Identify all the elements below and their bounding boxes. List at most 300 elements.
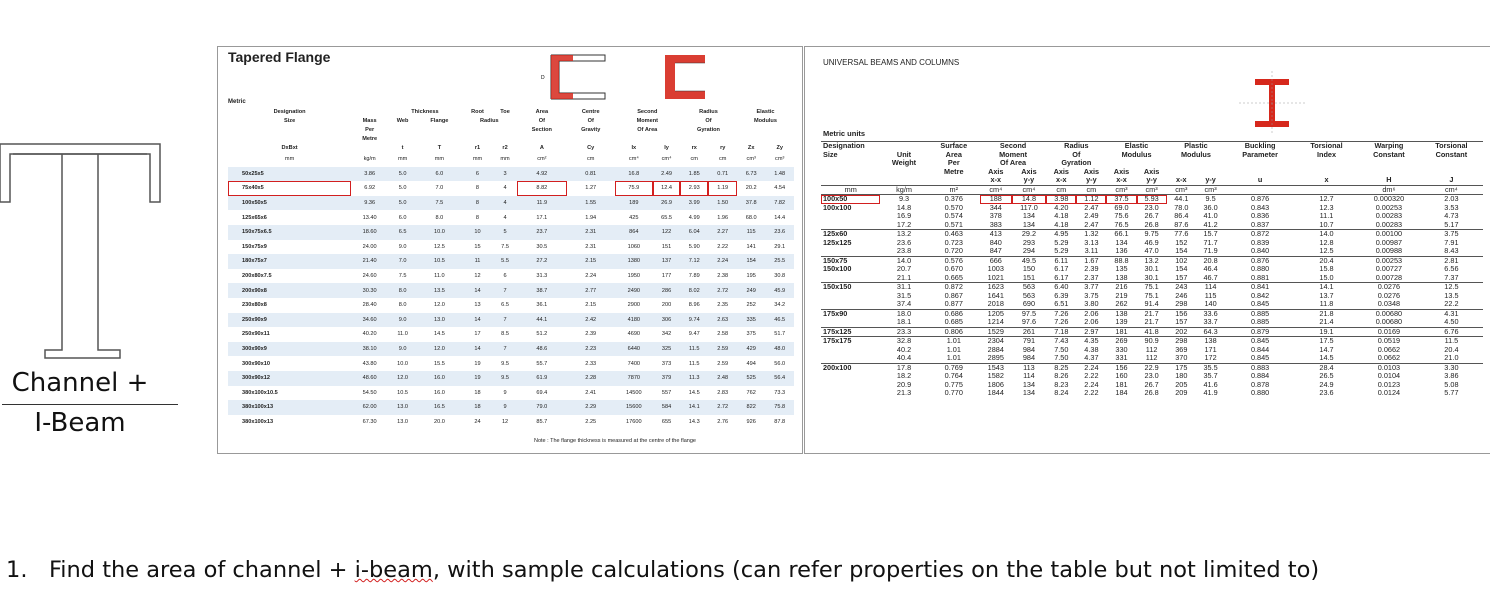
table-cell: Axis — [1053, 166, 1069, 176]
table-cell: 0.00728 — [1375, 272, 1403, 282]
table-cell: 71.9 — [1203, 246, 1218, 255]
table-cell: 0.723 — [944, 237, 963, 247]
table-cell: 330 — [1115, 344, 1128, 354]
table-cell: 5.5 — [493, 254, 517, 269]
table-cell: 29.2 — [1012, 230, 1047, 239]
table-cell: 7.26 — [1046, 309, 1076, 318]
table-cell: 69.4 — [536, 389, 548, 396]
table-cell: 20.4 — [1444, 344, 1459, 354]
table-cell: 31.3 — [536, 273, 548, 280]
table-cell: 2.39 — [585, 331, 597, 338]
table-cell: cm⁴ — [1012, 185, 1047, 195]
table-cell: mm — [397, 156, 408, 163]
table-cell: 27.2 — [517, 254, 567, 269]
table-cell: Gravity — [581, 126, 601, 133]
table-cell: 5.0 — [388, 167, 417, 182]
table-cell: 5.90 — [688, 243, 700, 250]
table-cell: 14.8 — [896, 202, 912, 212]
table-cell: 0.844 — [1250, 344, 1270, 354]
table-cell: 37.8 — [737, 196, 765, 211]
table-cell: 3.86 — [1444, 371, 1459, 380]
table-cell: 5.29 — [1054, 237, 1069, 247]
table-cell: 230x80x8 — [242, 302, 267, 309]
table-cell — [680, 134, 708, 143]
table-cell: 26.5 — [1319, 371, 1334, 380]
table-cell: 100x50x5 — [228, 196, 351, 211]
table-cell: 13.2 — [880, 230, 927, 239]
table-cell: y-y — [1146, 175, 1157, 184]
table-cell: 298 — [1175, 299, 1188, 308]
table-cell: 177 — [661, 273, 672, 280]
table-cell: 5.08 — [1444, 379, 1459, 389]
flange-note: Note : The flange thickness is measured at the centre of the flange — [534, 438, 696, 444]
table-cell: 151 — [661, 243, 672, 250]
table-cell: 138 — [1196, 337, 1225, 346]
table-cell: 209 — [1175, 388, 1188, 397]
table-cell: 4690 — [627, 331, 641, 338]
table-cell: 11.9 — [517, 196, 567, 211]
channel-ibeam-figure — [0, 140, 215, 450]
table-cell: 8.24 — [1054, 388, 1069, 397]
table-cell: 1.96 — [717, 214, 729, 221]
table-cell: mm — [821, 185, 880, 195]
table-cell: 219 — [1115, 290, 1128, 300]
table-cell: 7.50 — [1054, 344, 1069, 354]
table-cell: 23.6 — [1319, 388, 1334, 397]
table-cell: 4.92 — [517, 167, 567, 182]
table-cell: 0.843 — [1250, 202, 1270, 212]
table-cell: 12.3 — [1319, 202, 1334, 212]
table-cell: 122 — [653, 225, 680, 240]
table-cell: 6.92 — [364, 185, 376, 192]
table-cell: 840 — [989, 237, 1002, 247]
table-cell: Surface — [928, 142, 980, 151]
table-cell: 15.0 — [1319, 272, 1334, 282]
table-cell — [388, 134, 417, 143]
table-row — [228, 254, 794, 269]
table-cell: 16.9 — [896, 211, 912, 220]
table-cell: 6.5 — [388, 225, 417, 240]
table-cell — [821, 247, 880, 256]
table-row — [228, 167, 794, 182]
table-cell: 9.0 — [388, 313, 417, 328]
table-cell: 171 — [1204, 344, 1217, 354]
table-cell: 4 — [503, 214, 507, 221]
table-cell: 2884 — [987, 344, 1004, 354]
table-cell: 0.376 — [928, 195, 980, 204]
table-cell: 0.000320 — [1358, 195, 1420, 204]
table-cell: 11.0 — [397, 331, 408, 338]
table-cell: Buckling — [1225, 142, 1295, 151]
table-cell: 100x50 — [821, 195, 880, 204]
table-cell: cm — [1046, 185, 1076, 195]
table-cell: 30.1 — [1144, 272, 1159, 282]
table-cell: 2.76 — [717, 418, 729, 425]
table-cell: 12 — [501, 418, 509, 425]
table-cell: cm³ — [746, 156, 756, 163]
table-cell: 1.32 — [1076, 230, 1106, 239]
table-cell: 200 — [661, 302, 672, 309]
table-cell: 6.76 — [1420, 327, 1483, 337]
table-cell: 20.4 — [1295, 256, 1358, 265]
table-cell: 125x65x6 — [242, 214, 267, 221]
table-cell: Designation — [821, 142, 928, 151]
table-cell: 7.43 — [1046, 337, 1076, 346]
table-cell: 14.4 — [774, 214, 786, 221]
table-cell: 51.7 — [774, 331, 786, 338]
table-row — [228, 415, 794, 430]
table-cell: 36.1 — [536, 302, 548, 309]
table-cell: 3.75 — [1084, 290, 1099, 300]
table-cell: 2.25 — [585, 418, 597, 425]
table-row — [228, 313, 794, 328]
table-cell: 43.80 — [362, 360, 377, 367]
table-cell: 262 — [1115, 299, 1128, 308]
table-cell: 2.15 — [567, 254, 615, 269]
table-cell: t — [401, 144, 404, 151]
table-cell: 2.22 — [1084, 371, 1099, 380]
table-cell: 2.41 — [585, 389, 597, 396]
table-cell: 2.97 — [1076, 327, 1106, 337]
table-cell: 5.17 — [1444, 219, 1459, 229]
table-cell: 11.5 — [680, 342, 708, 357]
table-cell: 78.0 — [1174, 202, 1189, 212]
table-cell — [417, 125, 462, 134]
table-cell: 7.50 — [1054, 353, 1069, 362]
table-cell: 21.7 — [1137, 309, 1167, 318]
units-row — [228, 152, 794, 167]
table-cell: 7.0 — [388, 254, 417, 269]
table-cell: 5.0 — [398, 185, 407, 192]
table-cell: 45.9 — [765, 283, 794, 298]
table-cell: 847 — [989, 246, 1002, 255]
metric-units-label: Metric units — [823, 129, 866, 138]
table-cell: 690 — [1022, 299, 1036, 308]
table-cell: cm³ — [1137, 185, 1167, 195]
table-cell: 36.0 — [1203, 202, 1218, 212]
table-cell: 2.81 — [1420, 256, 1483, 265]
table-cell: 2.47 — [1084, 219, 1099, 229]
table-cell: 17.1 — [536, 214, 548, 221]
table-cell: 12.4 — [653, 181, 680, 196]
table-cell: Gyration — [696, 126, 720, 133]
table-cell: 1623 — [980, 283, 1012, 292]
table-cell: 6.17 — [1054, 264, 1069, 273]
table-cell: 30.1 — [1144, 264, 1159, 273]
table-cell: 0.571 — [944, 219, 963, 229]
table-cell: 300x90x10 — [242, 360, 270, 367]
table-cell: Of — [1072, 149, 1081, 159]
table-cell: 6 — [503, 273, 507, 280]
table-cell: 23.0 — [1144, 202, 1159, 212]
table-cell: cm⁴ — [980, 185, 1012, 195]
caption-divider — [2, 404, 178, 405]
table-cell: 117.0 — [1020, 202, 1038, 212]
table-cell: 261 — [1012, 327, 1047, 337]
table-cell: 61.9 — [517, 371, 567, 386]
table-cell: 1380 — [615, 254, 654, 269]
table-cell: 7.18 — [1046, 327, 1076, 337]
table-cell: 2.49 — [1084, 211, 1099, 220]
table-cell: Second — [980, 142, 1046, 151]
table-cell: 46.4 — [1203, 264, 1218, 273]
table-cell: 2.29 — [567, 400, 615, 415]
table-cell: 8.0 — [435, 214, 444, 221]
table-cell: 383 — [989, 219, 1002, 229]
table-cell: x-x — [1056, 175, 1067, 184]
table-cell: Axis — [1143, 166, 1160, 176]
question-part-3: , with sample calculations (can refer properties on the table but not limited to) — [432, 557, 1320, 583]
table-cell: 134 — [1115, 237, 1128, 247]
table-cell — [928, 176, 980, 185]
table-cell: 335 — [737, 313, 765, 328]
table-cell — [737, 134, 765, 143]
table-cell: 14500 — [626, 389, 642, 396]
table-cell: 0.463 — [928, 230, 980, 239]
table-cell: 246 — [1175, 290, 1188, 300]
table-cell: 4.99 — [688, 214, 700, 221]
table-cell: 14 — [462, 283, 494, 298]
table-cell: Moment — [999, 149, 1028, 159]
table-cell: 4.20 — [1054, 202, 1069, 212]
table-cell: 113 — [1012, 363, 1047, 372]
table-cell: 12 — [474, 273, 481, 280]
table-cell: 32.8 — [880, 337, 927, 346]
table-cell: 5.29 — [1054, 246, 1069, 255]
table-cell: 139 — [1115, 317, 1128, 326]
table-cell: 822 — [737, 400, 765, 415]
table-cell: 2.48 — [708, 371, 736, 386]
table-cell: 1.50 — [708, 196, 736, 211]
table-cell: 12.0 — [388, 371, 417, 386]
table-cell: 370 — [1175, 353, 1188, 362]
table-cell: Centre — [581, 108, 600, 115]
table-cell: 331 — [1115, 353, 1128, 362]
table-cell: 13.5 — [1444, 290, 1459, 300]
table-cell: 33.6 — [1196, 309, 1225, 318]
table-cell: 157 — [1175, 272, 1188, 282]
table-cell: 16.0 — [433, 389, 445, 396]
table-cell: 114 — [1023, 371, 1035, 380]
table-cell — [228, 125, 351, 134]
table-cell: 300x90x12 — [228, 371, 351, 386]
table-cell: 2304 — [980, 337, 1012, 346]
table-cell: 0.764 — [944, 371, 963, 380]
table-cell: 0.00987 — [1375, 237, 1403, 247]
table-row — [228, 283, 794, 298]
table-cell — [388, 125, 417, 134]
table-cell: 0.845 — [1250, 299, 1270, 308]
table-row — [228, 371, 794, 386]
table-row — [228, 225, 794, 240]
table-cell: 19 — [474, 360, 481, 367]
table-cell: 563 — [1012, 283, 1047, 292]
table-cell: 10.5 — [397, 389, 409, 396]
table-cell — [615, 134, 654, 143]
table-cell: 22.9 — [1137, 363, 1167, 372]
table-cell: 0.0519 — [1358, 337, 1420, 346]
table-cell: 4.31 — [1420, 309, 1483, 318]
table-cell: 21.40 — [351, 254, 388, 269]
table-cell — [351, 143, 388, 152]
table-cell: DxBxt — [281, 144, 298, 151]
table-cell: 2.28 — [567, 371, 615, 386]
table-cell: 0.884 — [1250, 371, 1270, 380]
table-cell: 1.27 — [585, 185, 597, 192]
table-cell: 46.7 — [1203, 272, 1218, 282]
table-cell: 44.1 — [1167, 195, 1196, 204]
table-cell: 494 — [746, 360, 756, 367]
table-cell: 5.0 — [388, 196, 417, 211]
table-cell: 8 — [475, 185, 480, 192]
table-cell: 156 — [1167, 309, 1196, 318]
table-cell: J — [1449, 175, 1454, 184]
table-cell: 1021 — [987, 272, 1004, 282]
table-cell: 195 — [746, 273, 756, 280]
table-cell: 115 — [1204, 290, 1217, 300]
table-cell: 4.35 — [1076, 337, 1106, 346]
table-cell: 0.883 — [1225, 363, 1295, 372]
table-cell: 22.2 — [1444, 299, 1459, 308]
table-cell: 375 — [746, 331, 756, 338]
table-cell: x-x — [990, 175, 1002, 184]
table-cell: Modulus — [1121, 149, 1152, 159]
table-cell: 14.1 — [680, 400, 708, 415]
table-cell: Of — [705, 117, 712, 124]
table-row — [821, 354, 1483, 363]
table-cell: 557 — [661, 389, 672, 396]
table-cell: 69.0 — [1114, 202, 1129, 212]
table-cell — [880, 168, 927, 177]
table-cell: 23.0 — [1144, 371, 1159, 380]
table-row — [821, 318, 1483, 327]
table-cell: 8 — [475, 214, 480, 221]
table-cell: 75.1 — [1137, 283, 1167, 292]
table-cell: 11.3 — [680, 371, 708, 386]
table-cell: 16.8 — [615, 167, 654, 182]
table-row — [228, 298, 794, 313]
table-cell: 21.7 — [1144, 317, 1159, 326]
table-cell: 17.5 — [1295, 337, 1358, 346]
table-cell: 97.5 — [1012, 309, 1047, 318]
question-text — [6, 557, 1319, 583]
table-cell: 56.4 — [765, 371, 794, 386]
table-cell: 23.8 — [896, 246, 912, 255]
table-cell: 46.9 — [1144, 237, 1159, 247]
table-cell: 7.26 — [1054, 317, 1069, 326]
table-cell: 0.885 — [1250, 317, 1270, 326]
table-cell: 0.71 — [708, 167, 736, 182]
table-cell: 15.5 — [433, 360, 445, 367]
table-cell: 0.670 — [944, 264, 963, 273]
table-cell: 125x125 — [823, 237, 852, 247]
table-cell: Metre — [362, 135, 378, 142]
table-cell: 1543 — [980, 363, 1012, 372]
table-cell: 1.01 — [946, 344, 961, 354]
table-cell: Weight — [891, 158, 917, 167]
table-cell: 64.3 — [1196, 327, 1225, 337]
table-cell: 325 — [653, 342, 680, 357]
table-cell: Size — [823, 149, 838, 159]
table-cell: 2.63 — [708, 313, 736, 328]
table-cell: 3 — [493, 167, 517, 182]
table-cell: cm³ — [1167, 185, 1196, 195]
table-cell: Thickness — [411, 108, 439, 115]
table-cell: 4180 — [615, 313, 654, 328]
table-cell: Per — [947, 158, 960, 167]
question-number: 1. — [6, 557, 28, 583]
table-cell — [567, 134, 615, 143]
table-cell: Second — [637, 108, 658, 115]
table-cell: 2.03 — [1420, 195, 1483, 204]
table-cell: 38.7 — [517, 283, 567, 298]
table-cell: 0.0662 — [1377, 344, 1401, 354]
table-cell: 138 — [1106, 309, 1136, 318]
table-cell: 26.8 — [1144, 388, 1159, 397]
header-row — [821, 151, 1483, 160]
table-cell: 14.8 — [1012, 195, 1047, 204]
table-cell: 9.0 — [398, 243, 407, 250]
table-cell: 18.0 — [880, 309, 927, 318]
table-cell: 2.58 — [717, 331, 729, 338]
table-cell: 11.5 — [689, 360, 700, 367]
table-cell: Axis — [988, 166, 1004, 176]
table-cell: 0.574 — [944, 211, 963, 220]
table-cell: 11.8 — [1319, 299, 1334, 308]
table-cell: 2.59 — [717, 360, 729, 367]
table-cell: 8.0 — [388, 283, 417, 298]
table-cell: 7870 — [615, 371, 654, 386]
table-cell — [228, 134, 351, 143]
table-cell: 7 — [493, 342, 517, 357]
table-cell: 14.0 — [1295, 230, 1358, 239]
table-cell: Area — [945, 149, 962, 159]
table-cell: 1.48 — [765, 167, 794, 182]
figure-caption-line1: Channel + — [11, 368, 149, 398]
table-cell: 3.75 — [1420, 230, 1483, 239]
table-cell: x-x — [1116, 175, 1127, 184]
table-cell: 24.60 — [362, 273, 377, 280]
table-cell: 791 — [1012, 337, 1047, 346]
table-cell: 4.50 — [1444, 317, 1459, 326]
table-row — [821, 300, 1483, 309]
table-cell: 429 — [737, 342, 765, 357]
table-cell: 6.0 — [398, 214, 407, 221]
table-cell: 3.11 — [1084, 246, 1099, 255]
table-cell: 1806 — [987, 379, 1004, 389]
table-cell: 2.39 — [1084, 264, 1099, 273]
table-cell: 2.77 — [567, 283, 615, 298]
table-cell: 0.881 — [1250, 272, 1270, 282]
table-cell: 0.0104 — [1377, 371, 1401, 380]
table-cell: 1529 — [980, 327, 1012, 337]
table-cell: 10.0 — [397, 360, 409, 367]
table-cell: 90.9 — [1137, 337, 1167, 346]
table-cell: 18.60 — [351, 225, 388, 240]
table-cell: 1.01 — [946, 353, 961, 362]
table-cell — [821, 354, 880, 363]
table-cell: 21.0 — [1444, 353, 1459, 362]
table-cell: 14.7 — [1319, 344, 1334, 354]
table-cell: Iy — [664, 144, 669, 151]
table-cell: 525 — [737, 371, 765, 386]
table-cell: 8.26 — [1054, 371, 1069, 380]
table-cell: 3.86 — [351, 167, 388, 182]
table-cell: 188 — [980, 195, 1012, 204]
table-cell: 200x90x8 — [228, 283, 351, 298]
table-cell: 12.5 — [433, 243, 445, 250]
table-cell: 1.12 — [1076, 195, 1106, 204]
